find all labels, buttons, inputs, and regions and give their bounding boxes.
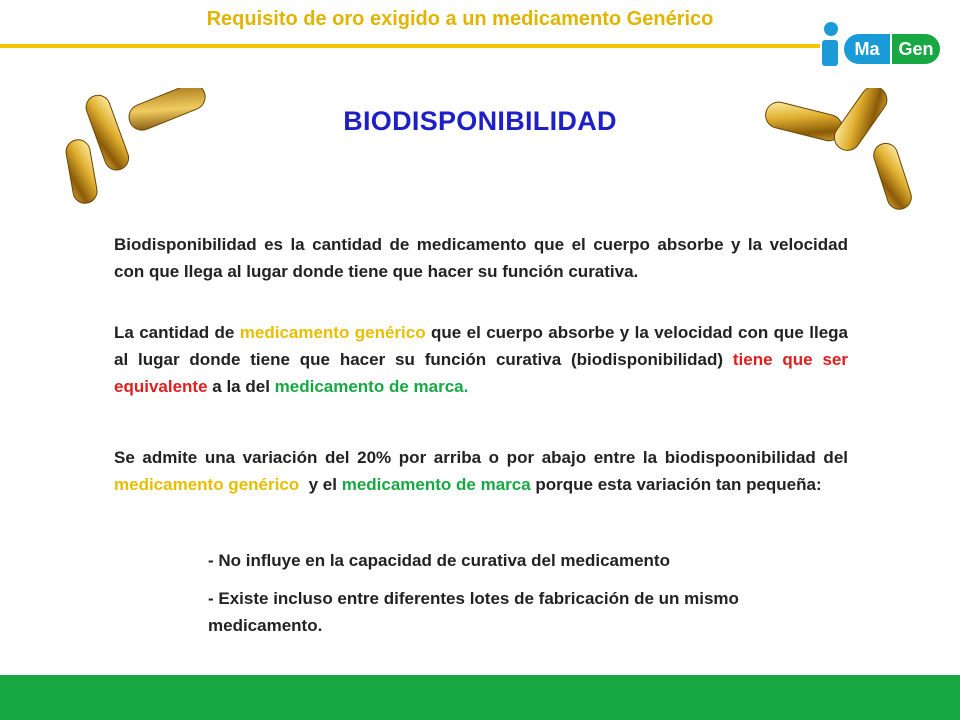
logo-i-stem <box>822 40 838 66</box>
capsule-3 <box>64 138 99 205</box>
variation-text-2: y el <box>299 475 342 494</box>
header-title: Requisito de oro exigido a un medicamento Genérico <box>206 8 714 30</box>
header-divider <box>0 44 820 48</box>
generic-drug-highlight-2: medicamento genérico <box>114 475 300 494</box>
generic-drug-highlight: medicamento genérico <box>239 323 426 342</box>
equivalence-paragraph <box>114 319 848 400</box>
variation-paragraph <box>114 444 848 498</box>
equivalent-highlight: tiene que ser equivalente <box>114 350 848 396</box>
definition-text: Biodisponibilidad es la cantidad de medicamento que el cuerpo absorbe y la velocidad con que llega al lugar donde tiene que hacer su función curativa. <box>114 235 848 281</box>
page-title: BIODISPONIBILIDAD <box>343 106 617 136</box>
logo-ma-text: Ma <box>844 34 890 64</box>
definition-paragraph <box>114 231 848 285</box>
equivalence-text-1: La cantidad de <box>114 323 240 342</box>
logo-gen-text: Gen <box>892 34 940 64</box>
footer-bar <box>0 675 960 720</box>
logo-i-dot <box>824 22 838 36</box>
bullet-item: - Existe incluso entre diferentes lotes de fabricación de un mismo medicamento. <box>208 589 739 635</box>
variation-text-3: porque esta variación tan pequeña: <box>530 475 822 494</box>
equivalence-text-2: que el cuerpo absorbe y la velocidad con que llega al lugar donde tiene que hacer su función curativa (biodisponibilidad) <box>114 323 848 369</box>
capsule-6 <box>871 140 915 212</box>
magen-logo <box>820 22 942 66</box>
variation-text-1: Se admite una variación del 20% por arriba o por abajo entre la biodispoonibilidad del <box>114 448 848 467</box>
equivalence-text-3: a la del <box>207 377 275 396</box>
bullet-item: - No influye en la capacidad de curativa del medicamento <box>208 551 670 570</box>
brand-drug-highlight-2: medicamento de marca <box>341 475 531 494</box>
brand-drug-highlight: medicamento de marca. <box>274 377 469 396</box>
